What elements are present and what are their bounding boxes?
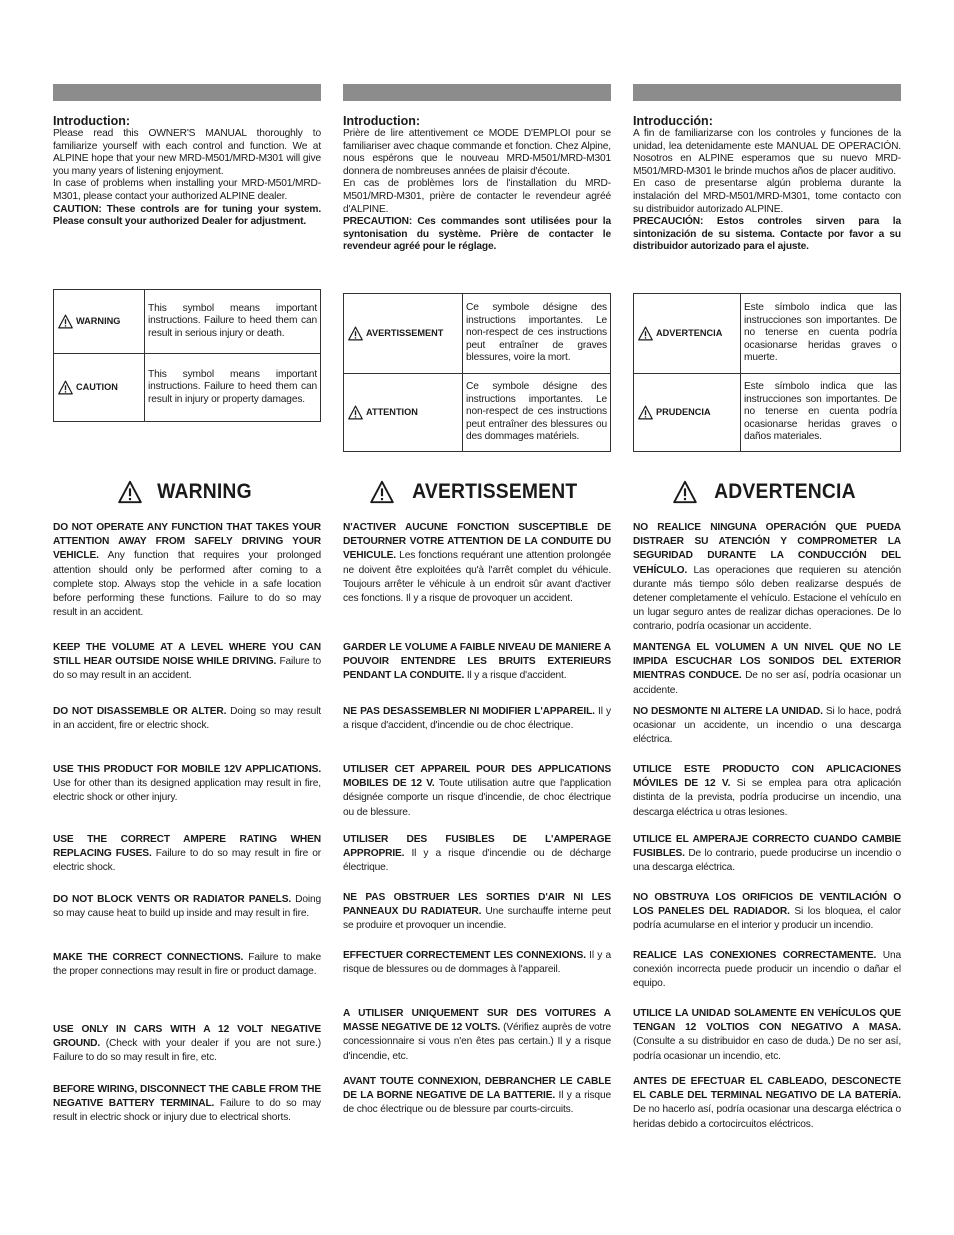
warning-item-text: Las operaciones que requieren su atención durante más tiempo sólo deben realizarse después de detener completamente el vehículo. Estacione el vehículo en un lugar seguro antes de realizar dichas operaciones. De lo contrario, podría ocasionar un accidente. [633, 564, 901, 633]
symbol-description: This symbol means important instructions. Failure to heed them can result in injury or property damages. [145, 354, 321, 422]
warning-item-title: NO REALICE NINGUNA OPERACIÓN QUE PUEDA DISTRAER SU ATENCIÓN Y COMPROMETER LA SEGURIDAD DURANTE LA CONDUCCIÓN DEL VEHÍCULO. [633, 522, 901, 576]
warning-item-title: UTILISER CET APPAREIL POUR DES APPLICATIONS MOBILES DE 12 V. [343, 764, 611, 790]
warning-item-title: DO NOT BLOCK VENTS OR RADIATOR PANELS. [53, 894, 292, 905]
section-header-bar [343, 84, 611, 101]
intro-problems-paragraph: En caso de presentarse algún problema durante la instalación del MRD-M501/MRD-M301, tome contacto con su distribuidor autorizado ALPINE. [633, 178, 901, 215]
warning-item-text: Failure to do so may result in fire or electric shock. [53, 848, 321, 874]
warning-heading-text: WARNING [157, 480, 252, 503]
warning-item-title: AVANT TOUTE CONNEXION, DEBRANCHER LE CABLE DE LA BORNE NEGATIVE DE LA BATTERIE. [343, 1076, 611, 1102]
warning-item [343, 641, 611, 684]
warning-item [633, 891, 901, 934]
symbol-label: AVERTISSEMENT [366, 327, 444, 338]
warning-item-text: Doing so may result in an accident, fire or electric shock. [53, 706, 321, 732]
intro-block [633, 128, 901, 278]
warning-item-title: USE ONLY IN CARS WITH A 12 VOLT NEGATIVE GROUND. [53, 1024, 321, 1050]
warning-item [53, 521, 321, 620]
warning-item-text: Il y a risque d'accident, d'incendie ou de choc électrique. [343, 706, 611, 732]
intro-paragraph: A fin de familiarizarse con los controles y funciones de la unidad, lea detenidamente este MANUAL DE OPERACIÓN. Nosotros en ALPINE esperamos que su nuevo MRD-M501/MRD-M301 le brinde muchos años de placer auditivo. [633, 128, 901, 177]
warning-item-text: Une surchauffe interne peut se produire et provoquer un incendie. [343, 906, 611, 932]
symbol-label-cell [54, 290, 145, 354]
warning-triangle-icon [118, 480, 142, 504]
warning-item-text: De no hacerlo así, podría ocasionar una descarga eléctrica o heridas debido a cortocircuitos eléctricos. [633, 1104, 901, 1130]
symbol-description: Este símbolo indica que las instrucciones son importantes. De no tenerse en cuenta podría ocasionarse heridas graves o daños materiales. [741, 374, 901, 452]
warning-item [343, 763, 611, 820]
symbol-label: WARNING [76, 315, 121, 326]
warning-item-title: ANTES DE EFECTUAR EL CABLEADO, DESCONECTE EL CABLE DEL TERMINAL NEGATIVO DE LA BATERÍA. [633, 1076, 901, 1102]
section-header-bar [53, 84, 321, 101]
warning-item-title: DO NOT OPERATE ANY FUNCTION THAT TAKES YOUR ATTENTION AWAY FROM SAFELY DRIVING YOUR VEHICLE. [53, 522, 321, 562]
warning-item [343, 949, 611, 977]
caution-note: PRECAUTION: Ces commandes sont utilisées pour la syntonisation du système. Prière de contacter le revendeur agréé pour le réglage. [343, 216, 611, 253]
warning-item-text: Si se emplea para otra aplicación distinta de la prevista, podría producirse un incendio, una descarga eléctrica u otras lesiones. [633, 778, 901, 818]
symbol-row [344, 374, 611, 452]
symbol-label-cell [634, 374, 741, 452]
intro-title: Introduction: [343, 114, 421, 128]
symbol-label: CAUTION [76, 381, 118, 392]
warning-item-title: USE THE CORRECT AMPERE RATING WHEN REPLACING FUSES. [53, 834, 321, 860]
warning-item-title: USE THIS PRODUCT FOR MOBILE 12V APPLICATIONS. [53, 764, 321, 775]
warning-item [53, 1023, 321, 1066]
intro-block [343, 128, 611, 278]
warning-item [633, 1075, 901, 1132]
warning-item [633, 833, 901, 876]
warning-item-title: NO DESMONTE NI ALTERE LA UNIDAD. [633, 706, 823, 717]
warning-heading-text: ADVERTENCIA [713, 480, 856, 503]
symbol-legend-table [633, 293, 901, 452]
warning-item-title: UTILICE LA UNIDAD SOLAMENTE EN VEHÍCULOS QUE TENGAN 12 VOLTIOS CON NEGATIVO A MASA. [633, 1008, 901, 1034]
warning-item [633, 641, 901, 698]
warning-item [343, 1007, 611, 1064]
warning-item [343, 705, 611, 733]
warning-heading [343, 477, 611, 507]
warning-item-text: De lo contrario, puede producirse un incendio o una descarga eléctrica. [633, 848, 901, 874]
symbol-row [54, 290, 321, 354]
caution-note: CAUTION: These controls are for tuning your system. Please consult your authorized Dealer for adjustment. [53, 203, 321, 228]
warning-item [633, 521, 901, 635]
symbol-label: ADVERTENCIA [656, 327, 723, 338]
symbol-label-cell [54, 354, 145, 422]
symbol-label-cell [634, 294, 741, 374]
intro-paragraph: Please read this OWNER'S MANUAL thoroughly to familiarize yourself with each control and function. We at ALPINE hope that your new MRD-M501/MRD-M301 will give you many years of listening enjoyment. [53, 128, 321, 177]
warning-item-text: (Consulte a su distribuidor en caso de duda.) De no ser así, podría ocasionar un incendio, etc. [633, 1036, 901, 1062]
warning-triangle-icon [58, 380, 73, 395]
warning-item-title: NO OBSTRUYA LOS ORIFICIOS DE VENTILACIÓN O LOS PANELES DEL RADIADOR. [633, 892, 901, 918]
warning-item-text: Any function that requires your prolonged attention should only be performed after coming to a complete stop. Always stop the vehicle in a safe location before performing these functions. Failure to do so may result in an accident. [53, 550, 321, 619]
warning-item-text: (Check with your dealer if you are not sure.) Failure to do so may result in fire, etc. [53, 1038, 321, 1064]
symbol-label-cell [344, 374, 463, 452]
warning-item-text: Il y a risque de blessures ou de dommages à l'appareil. [343, 950, 611, 976]
warning-heading [53, 477, 321, 507]
warning-item [53, 763, 321, 806]
warning-item [633, 949, 901, 992]
warning-item-text: Il y a risque d'incendie ou de décharge électrique. [343, 848, 611, 874]
intro-problems-paragraph: In case of problems when installing your MRD-M501/MRD-M301, please contact your authorized ALPINE dealer. [53, 178, 321, 202]
symbol-label: ATTENTION [366, 406, 418, 417]
warning-item [633, 1007, 901, 1064]
warning-item [53, 951, 321, 979]
warning-item [53, 1083, 321, 1126]
warning-heading [633, 477, 901, 507]
warning-item-text: Il y a risque d'accident. [464, 670, 567, 682]
symbol-label-cell [344, 294, 463, 374]
symbol-description: Ce symbole désigne des instructions importantes. Le non-respect de ces instructions peut entraîner des blessures ou des dommages matériels. [463, 374, 611, 452]
warning-item-title: UTILICE ESTE PRODUCTO CON APLICACIONES MÓVILES DE 12 V. [633, 764, 901, 790]
warning-item-title: DO NOT DISASSEMBLE OR ALTER. [53, 706, 227, 717]
warning-item-title: MANTENGA EL VOLUMEN A UN NIVEL QUE NO LE IMPIDA ESCUCHAR LOS SONIDOS DEL EXTERIOR MIENTRAS CONDUCE. [633, 642, 901, 682]
warning-item-title: NE PAS OBSTRUER LES SORTIES D'AIR NI LES PANNEAUX DU RADIATEUR. [343, 892, 611, 918]
symbol-row [634, 294, 901, 374]
warning-item [343, 833, 611, 876]
symbol-label: PRUDENCIA [656, 406, 711, 417]
warning-item-title: A UTILISER UNIQUEMENT SUR DES VOITURES A MASSE NEGATIVE DE 12 VOLTS. [343, 1008, 611, 1034]
warning-item-title: UTILISER DES FUSIBLES DE L'AMPERAGE APPROPRIE. [343, 834, 611, 860]
warning-item [633, 705, 901, 748]
symbol-row [634, 374, 901, 452]
warning-item-text: Toute utilisation autre que l'application désignée comporte un risque d'incendie, de choc électrique ou de blessure. [343, 778, 611, 818]
caution-note: PRECAUCIÓN: Estos controles sirven para la sintonización de su sistema. Contacte por favor a su distribuidor autorizado para el ajuste. [633, 216, 901, 253]
section-header-bar [633, 84, 901, 101]
warning-item-title: BEFORE WIRING, DISCONNECT THE CABLE FROM THE NEGATIVE BATTERY TERMINAL. [53, 1084, 321, 1110]
warning-triangle-icon [348, 326, 363, 341]
warning-item-title: MAKE THE CORRECT CONNECTIONS. [53, 952, 244, 963]
intro-title: Introduction: [53, 114, 131, 128]
symbol-row [54, 354, 321, 422]
warning-item-text: Il y a risque de choc électrique ou de blessure par courts-circuits. [343, 1090, 611, 1116]
warning-item [633, 763, 901, 820]
warning-item [53, 705, 321, 733]
warning-item [343, 521, 611, 606]
symbol-legend-table [53, 289, 321, 422]
warning-item-title: NE PAS DESASSEMBLER NI MODIFIER L'APPAREIL. [343, 706, 595, 717]
intro-problems-paragraph: En cas de problèmes lors de l'installation du MRD-M501/MRD-M301, prière de contacter le revendeur agréé d'ALPINE. [343, 178, 611, 215]
symbol-row [344, 294, 611, 374]
symbol-description: This symbol means important instructions. Failure to heed them can result in serious injury or death. [145, 290, 321, 354]
warning-item-title: GARDER LE VOLUME A FAIBLE NIVEAU DE MANIERE A POUVOIR ENTENDRE LES BRUITS EXTERIEURS PENDANT LA CONDUITE. [343, 642, 611, 682]
symbol-legend-table [343, 293, 611, 452]
intro-paragraph: Prière de lire attentivement ce MODE D'EMPLOI pour se familiariser avec chaque commande et fonction. Chez Alpine, nous espérons que le nouveau MRD-M501/MRD-M301 donnera de nombreuses années de plaisir d'écoute. [343, 128, 611, 177]
warning-item-text: Si los bloquea, el calor podría acumularse en el interior y producir un incendio. [633, 906, 901, 932]
warning-item [343, 891, 611, 934]
warning-item-title: UTILICE EL AMPERAJE CORRECTO CUANDO CAMBIE FUSIBLES. [633, 834, 901, 860]
warning-item-text: Si lo hace, podrá ocasionar un accidente, un incendio o una descarga eléctrica. [633, 706, 901, 746]
warning-item [343, 1075, 611, 1118]
column-french [343, 84, 611, 1116]
warning-item-text: Les fonctions requérant une attention prolongée ne doivent être exploitées qu'à l'arrêt complet du véhicule. Toujours arrêter le véhicule à un endroit sûr avant d'activer ces fonctions. Il y a risque de provoquer un accident. [343, 550, 611, 605]
column-spanish [633, 84, 902, 1130]
warning-triangle-icon [58, 314, 73, 329]
warning-item-title: KEEP THE VOLUME AT A LEVEL WHERE YOU CAN STILL HEAR OUTSIDE NOISE WHILE DRIVING. [53, 642, 321, 668]
warning-item [53, 833, 321, 876]
warning-item-text: Una conexión incorrecta puede producir un incendio o dañar el equipo. [633, 950, 902, 990]
column-english [53, 84, 322, 1124]
symbol-description: Ce symbole désigne des instructions importantes. Le non-respect de ces instructions peut entraîner de graves blessures, voire la mort. [463, 294, 611, 374]
warning-triangle-icon [348, 405, 363, 420]
warning-item-title: EFFECTUER CORRECTEMENT LES CONNEXIONS. [343, 950, 586, 961]
symbol-description: Este símbolo indica que las instrucciones son importantes. De no tenerse en cuenta podría ocasionarse heridas graves o muerte. [741, 294, 901, 374]
warning-triangle-icon [370, 480, 394, 504]
warning-heading-text: AVERTISSEMENT [411, 480, 578, 503]
warning-item-text: Failure to do so may result in electric shock or injury due to electrical shorts. [53, 1098, 322, 1124]
warning-triangle-icon [638, 326, 653, 341]
warning-triangle-icon [673, 480, 697, 504]
warning-item-text: Doing so may cause heat to build up inside and may result in fire. [53, 894, 321, 920]
warning-item-title: N'ACTIVER AUCUNE FONCTION SUSCEPTIBLE DE DETOURNER VOTRE ATTENTION DE LA CONDUITE DU VEHICULE. [343, 522, 611, 562]
warning-item-text: (Vérifiez auprès de votre concessionnaire si vous n'en êtes pas certain.) Il y a risque d'incendie, etc. [343, 1022, 611, 1062]
warning-item-title: REALICE LAS CONEXIONES CORRECTAMENTE. [633, 950, 877, 961]
warning-item [53, 641, 321, 684]
warning-item-text: Use for other than its designed application may result in fire, electric shock or other injury. [53, 778, 321, 804]
intro-block [53, 128, 321, 278]
warning-item-text: Failure to make the proper connections may result in fire or product damage. [53, 952, 321, 978]
warning-triangle-icon [638, 405, 653, 420]
warning-item-text: De no ser así, podría ocasionar un accidente. [633, 670, 901, 696]
warning-item-text: Failure to do so may result in an accident. [53, 656, 321, 682]
warning-item [53, 893, 321, 921]
intro-title: Introducción: [633, 114, 713, 128]
